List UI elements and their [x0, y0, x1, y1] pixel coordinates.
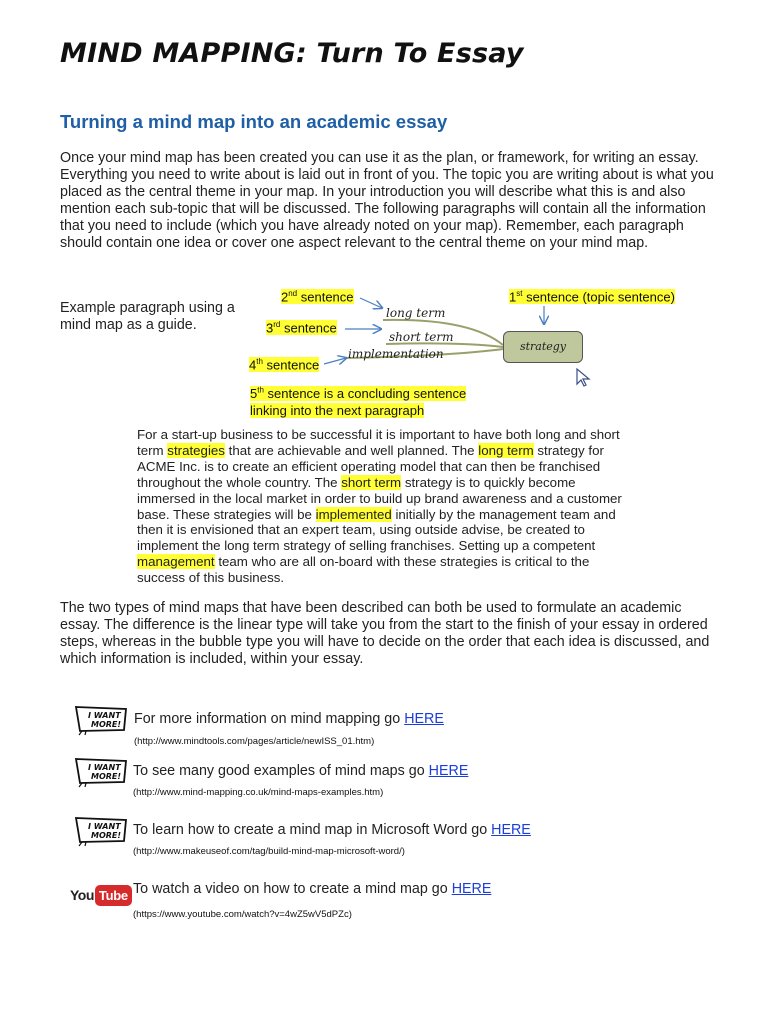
here-link-mind-mapping[interactable]: HERE	[428, 763, 469, 779]
section-heading: Turning a mind map into an academic essay	[60, 111, 448, 132]
resource-item-mind-mapping: To see many good examples of mind maps go HERE	[133, 763, 469, 779]
example-paragraph: For a start-up business to be successful it is important to have both long and short term strategies that are achievable and well planned. The long term strategy for ACME Inc. is to create an efficient operating model that can then be franchised throughout the whole country. The short term strategy is to quickly become immersed in the local market in order to build up brand awareness and a customer base. These strategies will be implemented initially by the management team and then it is envisioned that an expert team, using outside advise, be created to implement the long term strategy of selling franchises. Setting up a competent management team who are all on-board with these strategies is critical to the success of this business.	[137, 427, 622, 586]
cursor-icon	[577, 369, 589, 386]
highlight-implemented: implemented	[315, 506, 392, 522]
branch-implementation: implementation	[348, 347, 444, 361]
label-first-sentence: 1st sentence (topic sentence)	[509, 289, 675, 305]
highlight-long-term: long term	[478, 442, 534, 458]
resource-url-youtube: (https://www.youtube.com/watch?v=4wZ5wV5dPZc)	[133, 909, 352, 920]
svg-text:I WANT: I WANT	[88, 711, 121, 720]
branch-long-term: long term	[386, 306, 446, 320]
i-want-more-icon	[72, 815, 130, 847]
resource-item-mindtools: For more information on mind mapping go HERE	[134, 711, 444, 727]
arrow-second-sentence	[360, 298, 382, 308]
highlight-management: management	[137, 554, 215, 570]
i-want-more-icon	[72, 756, 130, 788]
youtube-icon: You Tube	[70, 882, 132, 908]
svg-text:I WANT: I WANT	[88, 822, 121, 831]
label-third-sentence: 3rd sentence	[266, 320, 337, 336]
label-fifth-sentence: 5th sentence is a concluding sentence linking into the next paragraph	[250, 386, 467, 419]
svg-text:I WANT: I WANT	[88, 763, 121, 772]
highlight-strategies: strategies	[167, 442, 225, 458]
svg-text:MORE!: MORE!	[91, 720, 122, 729]
example-caption: Example paragraph using a mind map as a guide.	[60, 300, 235, 333]
svg-text:MORE!: MORE!	[91, 831, 122, 840]
here-link-mindtools[interactable]: HERE	[404, 711, 444, 727]
page-title: MIND MAPPING: Turn To Essay	[60, 38, 524, 69]
arrow-fourth-sentence	[324, 358, 346, 364]
resource-item-makeuseof: To learn how to create a mind map in Microsoft Word go HERE	[133, 822, 531, 838]
intro-paragraph: Once your mind map has been created you can use it as the plan, or framework, for writing an essay. Everything you need to write about is laid out in front of you. The topic you are writing about is what you placed as the central theme in your map. In your introduction you will describe what this is and also mention each sub-topic that will be discussed. The following paragraphs will contain all the information that you need to include (which you have already noted on your map). Remember, each paragraph should contain one idea or cover one aspect relevant to the central theme on your mind map.	[60, 150, 714, 251]
i-want-more-icon	[72, 704, 130, 736]
label-fourth-sentence: 4th sentence	[249, 357, 320, 373]
resource-url-makeuseof: (http://www.makeuseof.com/tag/build-mind-map-microsoft-word/)	[133, 846, 405, 857]
resource-item-youtube: To watch a video on how to create a mind map go HERE	[133, 881, 492, 897]
svg-text:MORE!: MORE!	[91, 772, 122, 781]
branch-short-term: short term	[389, 330, 454, 344]
resource-url-mind-mapping: (http://www.mind-mapping.co.uk/mind-maps-examples.htm)	[133, 787, 384, 798]
resource-url-mindtools: (http://www.mindtools.com/pages/article/newISS_01.htm)	[134, 736, 375, 747]
central-node: strategy	[503, 331, 583, 363]
highlight-short-term: short term	[341, 474, 402, 490]
here-link-makeuseof[interactable]: HERE	[491, 822, 531, 838]
here-link-youtube[interactable]: HERE	[451, 881, 492, 897]
second-paragraph: The two types of mind maps that have been described can both be used to formulate an academic essay. The difference is the linear type will take you from the start to the finish of your essay in ordered steps, whereas in the bubble type you will have to decide on the order that each idea is discussed, and which information is included, within your essay.	[60, 600, 710, 667]
label-second-sentence: 2nd sentence	[281, 289, 354, 305]
